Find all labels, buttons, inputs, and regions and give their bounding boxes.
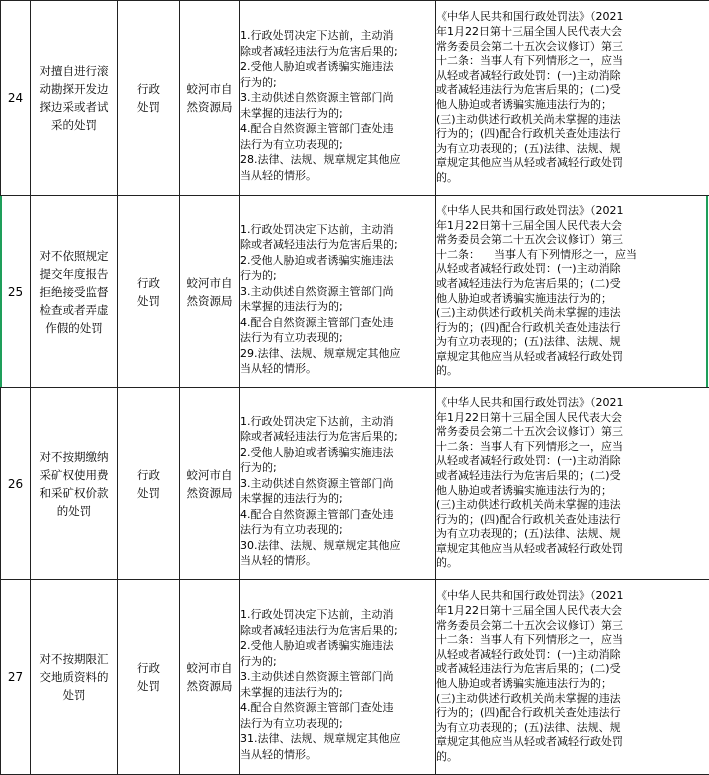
text-line: 年1月22日第十三届全国人民代表大会 (436, 604, 709, 619)
text-line: 当从轻的情形。 (240, 361, 435, 377)
text-line: 常务委员会第二十五次会议修订）第三 (436, 40, 709, 55)
text-line: 除或者减轻违法行为危害后果的; (240, 237, 435, 253)
row-selection-marker-right (706, 196, 708, 387)
text-line: 为有立功表现的；(五)法律、法规、规 (436, 142, 709, 157)
text-line: 28.法律、法规、规章规定其他应 (240, 152, 435, 168)
text-line: 为有立功表现的；(五)法律、法规、规 (436, 335, 709, 350)
text-line: 的。 (436, 750, 709, 765)
text-line: (三)主动供述行政机关尚未掌握的违法 (436, 306, 709, 321)
text-line: 《中华人民共和国行政处罚法》（2021 (436, 10, 709, 25)
text-line: 3.主动供述自然资源主管部门尚 (240, 476, 435, 492)
text-line: 十二条： 当事人有下列情形之一，应当 (436, 248, 709, 263)
text-line: 行为的；(四)配合行政机关查处违法行 (436, 127, 709, 142)
penalty-type-cell[interactable] (118, 580, 180, 775)
penalty-type-text (118, 80, 179, 116)
penalty-item-name-cell[interactable] (31, 196, 118, 388)
text-line: 然资源局 (180, 677, 239, 695)
row-number-cell[interactable]: 25 (1, 196, 31, 388)
text-line: 作假的处罚 (31, 319, 117, 337)
text-line: 章规定其他应当从轻或者减轻行政处罚 (436, 735, 709, 750)
text-line: 检查或者弄虚 (31, 301, 117, 319)
text-line: 除或者减轻违法行为危害后果的; (240, 44, 435, 60)
legal-basis-cell[interactable] (436, 1, 709, 196)
cond-lines (240, 207, 435, 377)
penalty-item-name-cell[interactable] (31, 1, 118, 196)
text-line: 3.主动供述自然资源主管部门尚 (240, 284, 435, 300)
text-line: 4.配合自然资源主管部门查处违 (240, 315, 435, 331)
text-line: 未掌握的违法行为的; (240, 685, 435, 701)
text-line: 行政 (118, 80, 179, 98)
text-line: 2.受他人胁迫或者诱骗实施违法 (240, 638, 435, 654)
text-line: 当从轻的情形。 (240, 168, 435, 184)
text-line: 法行为有立功表现的; (240, 522, 435, 538)
text-line: 年1月22日第十三届全国人民代表大会 (436, 25, 709, 40)
text-line: 对不按期限汇 (31, 650, 117, 668)
department-cell[interactable] (180, 580, 240, 775)
text-line: 然资源局 (180, 98, 239, 116)
legal-basis-cell[interactable] (436, 196, 709, 388)
department-cell[interactable] (180, 196, 240, 388)
text-line: 未掌握的违法行为的; (240, 491, 435, 507)
text-line: 行为的; (240, 460, 435, 476)
text-line: 《中华人民共和国行政处罚法》（2021 (436, 396, 709, 411)
text-line: 然资源局 (180, 484, 239, 502)
penalty-item-name-cell[interactable] (31, 580, 118, 775)
text-line: 4.配合自然资源主管部门查处违 (240, 700, 435, 716)
text-line: 《中华人民共和国行政处罚法》（2021 (436, 204, 709, 219)
text-line: 法行为有立功表现的; (240, 137, 435, 153)
text-line: 采矿权使用费 (31, 466, 117, 484)
text-line: 他人胁迫或者诱骗实施违法行为的； (436, 484, 709, 499)
basis-lines (436, 396, 709, 571)
legal-basis-cell[interactable] (436, 388, 709, 580)
text-line: 的。 (436, 171, 709, 186)
text-line: 1.行政处罚决定下达前，主动消 (240, 414, 435, 430)
penalty-type-cell[interactable] (118, 1, 180, 196)
text-line: 蛟河市自 (180, 274, 239, 292)
text-line: 2.受他人胁迫或者诱骗实施违法 (240, 445, 435, 461)
cond-lines (240, 592, 435, 762)
text-line: 探边采或者试 (31, 98, 117, 116)
penalty-type-text (118, 659, 179, 695)
text-line: 他人胁迫或者诱骗实施违法行为的； (436, 98, 709, 113)
text-line: 或者减轻违法行为危害后果的；(二)受 (436, 277, 709, 292)
text-line: 行政 (118, 274, 179, 292)
mitigating-conditions-cell[interactable] (240, 1, 436, 196)
text-line: 动勘探开发边 (31, 80, 117, 98)
text-line: 行政 (118, 466, 179, 484)
mitigating-conditions-cell[interactable] (240, 388, 436, 580)
basis-lines (436, 10, 709, 185)
legal-basis-cell[interactable] (436, 580, 709, 775)
text-line: 从轻或者减轻行政处罚：(一)主动消除 (436, 262, 709, 277)
text-line: 蛟河市自 (180, 80, 239, 98)
text-line: 行为的；(四)配合行政机关查处违法行 (436, 321, 709, 336)
department-cell[interactable] (180, 388, 240, 580)
text-line: 章规定其他应当从轻或者减轻行政处罚 (436, 542, 709, 557)
text-line: 为有立功表现的；(五)法律、法规、规 (436, 527, 709, 542)
basis-lines (436, 204, 709, 379)
text-line: 从轻或者减轻行政处罚：(一)主动消除 (436, 69, 709, 84)
text-line: 除或者减轻违法行为危害后果的; (240, 429, 435, 445)
penalty-type-cell[interactable] (118, 196, 180, 388)
text-line: 蛟河市自 (180, 466, 239, 484)
text-line: 或者减轻违法行为危害后果的；(二)受 (436, 469, 709, 484)
text-line: 他人胁迫或者诱骗实施违法行为的； (436, 677, 709, 692)
text-line: 4.配合自然资源主管部门查处违 (240, 121, 435, 137)
text-line: 的。 (436, 556, 709, 571)
department-cell[interactable] (180, 1, 240, 196)
text-line: 处罚 (118, 292, 179, 310)
text-line: 处罚 (118, 98, 179, 116)
text-line: 然资源局 (180, 292, 239, 310)
text-line: 年1月22日第十三届全国人民代表大会 (436, 411, 709, 426)
text-line: 1.行政处罚决定下达前，主动消 (240, 222, 435, 238)
text-line: 采的处罚 (31, 116, 117, 134)
text-line: 和采矿权价款 (31, 484, 117, 502)
text-line: 蛟河市自 (180, 659, 239, 677)
text-line: 处罚 (118, 677, 179, 695)
text-line: 4.配合自然资源主管部门查处违 (240, 507, 435, 523)
text-line: 从轻或者减轻行政处罚：(一)主动消除 (436, 648, 709, 663)
text-line: 行为的；(四)配合行政机关查处违法行 (436, 706, 709, 721)
text-line: 当从轻的情形。 (240, 553, 435, 569)
text-line: 年1月22日第十三届全国人民代表大会 (436, 219, 709, 234)
text-line: (三)主动供述行政机关尚未掌握的违法 (436, 498, 709, 513)
text-line: 十二条：当事人有下列情形之一，应当 (436, 440, 709, 455)
text-line: 行政 (118, 659, 179, 677)
text-line: 2.受他人胁迫或者诱骗实施违法 (240, 59, 435, 75)
row-number-cell[interactable]: 26 (1, 388, 31, 580)
text-line: 拒绝接受监督 (31, 283, 117, 301)
row-number-cell[interactable]: 24 (1, 1, 31, 196)
text-line: 提交年度报告 (31, 265, 117, 283)
text-line: 对不依照规定 (31, 247, 117, 265)
text-line: 对擅自进行滚 (31, 62, 117, 80)
row-selection-marker-left (0, 196, 2, 387)
text-line: 《中华人民共和国行政处罚法》（2021 (436, 589, 709, 604)
text-line: 行为的；(四)配合行政机关查处违法行 (436, 513, 709, 528)
text-line: 的处罚 (31, 502, 117, 520)
text-line: 1.行政处罚决定下达前，主动消 (240, 607, 435, 623)
text-line: 为有立功表现的；(五)法律、法规、规 (436, 721, 709, 736)
text-line: 常务委员会第二十五次会议修订）第三 (436, 619, 709, 634)
mitigating-conditions-cell[interactable] (240, 580, 436, 775)
text-line: 29.法律、法规、规章规定其他应 (240, 346, 435, 362)
cond-lines (240, 13, 435, 183)
text-line: 行为的; (240, 75, 435, 91)
text-line: 十二条：当事人有下列情形之一，应当 (436, 633, 709, 648)
text-line: 30.法律、法规、规章规定其他应 (240, 538, 435, 554)
table-row[interactable] (1, 1, 709, 196)
text-line: 法行为有立功表现的; (240, 330, 435, 346)
row-number-cell[interactable]: 27 (1, 580, 31, 775)
text-line: 交地质资料的 (31, 668, 117, 686)
text-line: 或者减轻违法行为危害后果的；(二)受 (436, 662, 709, 677)
penalty-item-name-cell[interactable] (31, 388, 118, 580)
text-line: 2.受他人胁迫或者诱骗实施违法 (240, 253, 435, 269)
text-line: 章规定其他应当从轻或者减轻行政处罚 (436, 156, 709, 171)
text-line: 对不按期缴纳 (31, 448, 117, 466)
text-line: 3.主动供述自然资源主管部门尚 (240, 669, 435, 685)
text-line: 法行为有立功表现的; (240, 716, 435, 732)
text-line: 从轻或者减轻行政处罚：(一)主动消除 (436, 454, 709, 469)
text-line: 行为的; (240, 268, 435, 284)
text-line: 1.行政处罚决定下达前，主动消 (240, 28, 435, 44)
text-line: 章规定其他应当从轻或者减轻行政处罚 (436, 350, 709, 365)
text-line: 处罚 (31, 686, 117, 704)
text-line: 当从轻的情形。 (240, 747, 435, 763)
text-line: 未掌握的违法行为的; (240, 106, 435, 122)
text-line: 处罚 (118, 484, 179, 502)
table-row[interactable] (1, 580, 709, 775)
text-line: 3.主动供述自然资源主管部门尚 (240, 90, 435, 106)
mitigating-conditions-cell[interactable] (240, 196, 436, 388)
text-line: 常务委员会第二十五次会议修订）第三 (436, 425, 709, 440)
text-line: 或者减轻违法行为危害后果的；(二)受 (436, 83, 709, 98)
text-line: (三)主动供述行政机关尚未掌握的违法 (436, 113, 709, 128)
text-line: 行为的; (240, 654, 435, 670)
text-line: 他人胁迫或者诱骗实施违法行为的； (436, 292, 709, 307)
penalty-type-text (118, 466, 179, 502)
table-row[interactable] (1, 388, 709, 580)
text-line: 十二条：当事人有下列情形之一，应当 (436, 54, 709, 69)
penalty-type-text (118, 274, 179, 310)
basis-lines (436, 589, 709, 764)
text-line: (三)主动供述行政机关尚未掌握的违法 (436, 692, 709, 707)
table-row[interactable] (1, 196, 709, 388)
text-line: 31.法律、法规、规章规定其他应 (240, 731, 435, 747)
text-line: 未掌握的违法行为的; (240, 299, 435, 315)
text-line: 除或者减轻违法行为危害后果的; (240, 623, 435, 639)
cond-lines (240, 399, 435, 569)
text-line: 常务委员会第二十五次会议修订）第三 (436, 233, 709, 248)
text-line: 的。 (436, 364, 709, 379)
penalty-type-cell[interactable] (118, 388, 180, 580)
